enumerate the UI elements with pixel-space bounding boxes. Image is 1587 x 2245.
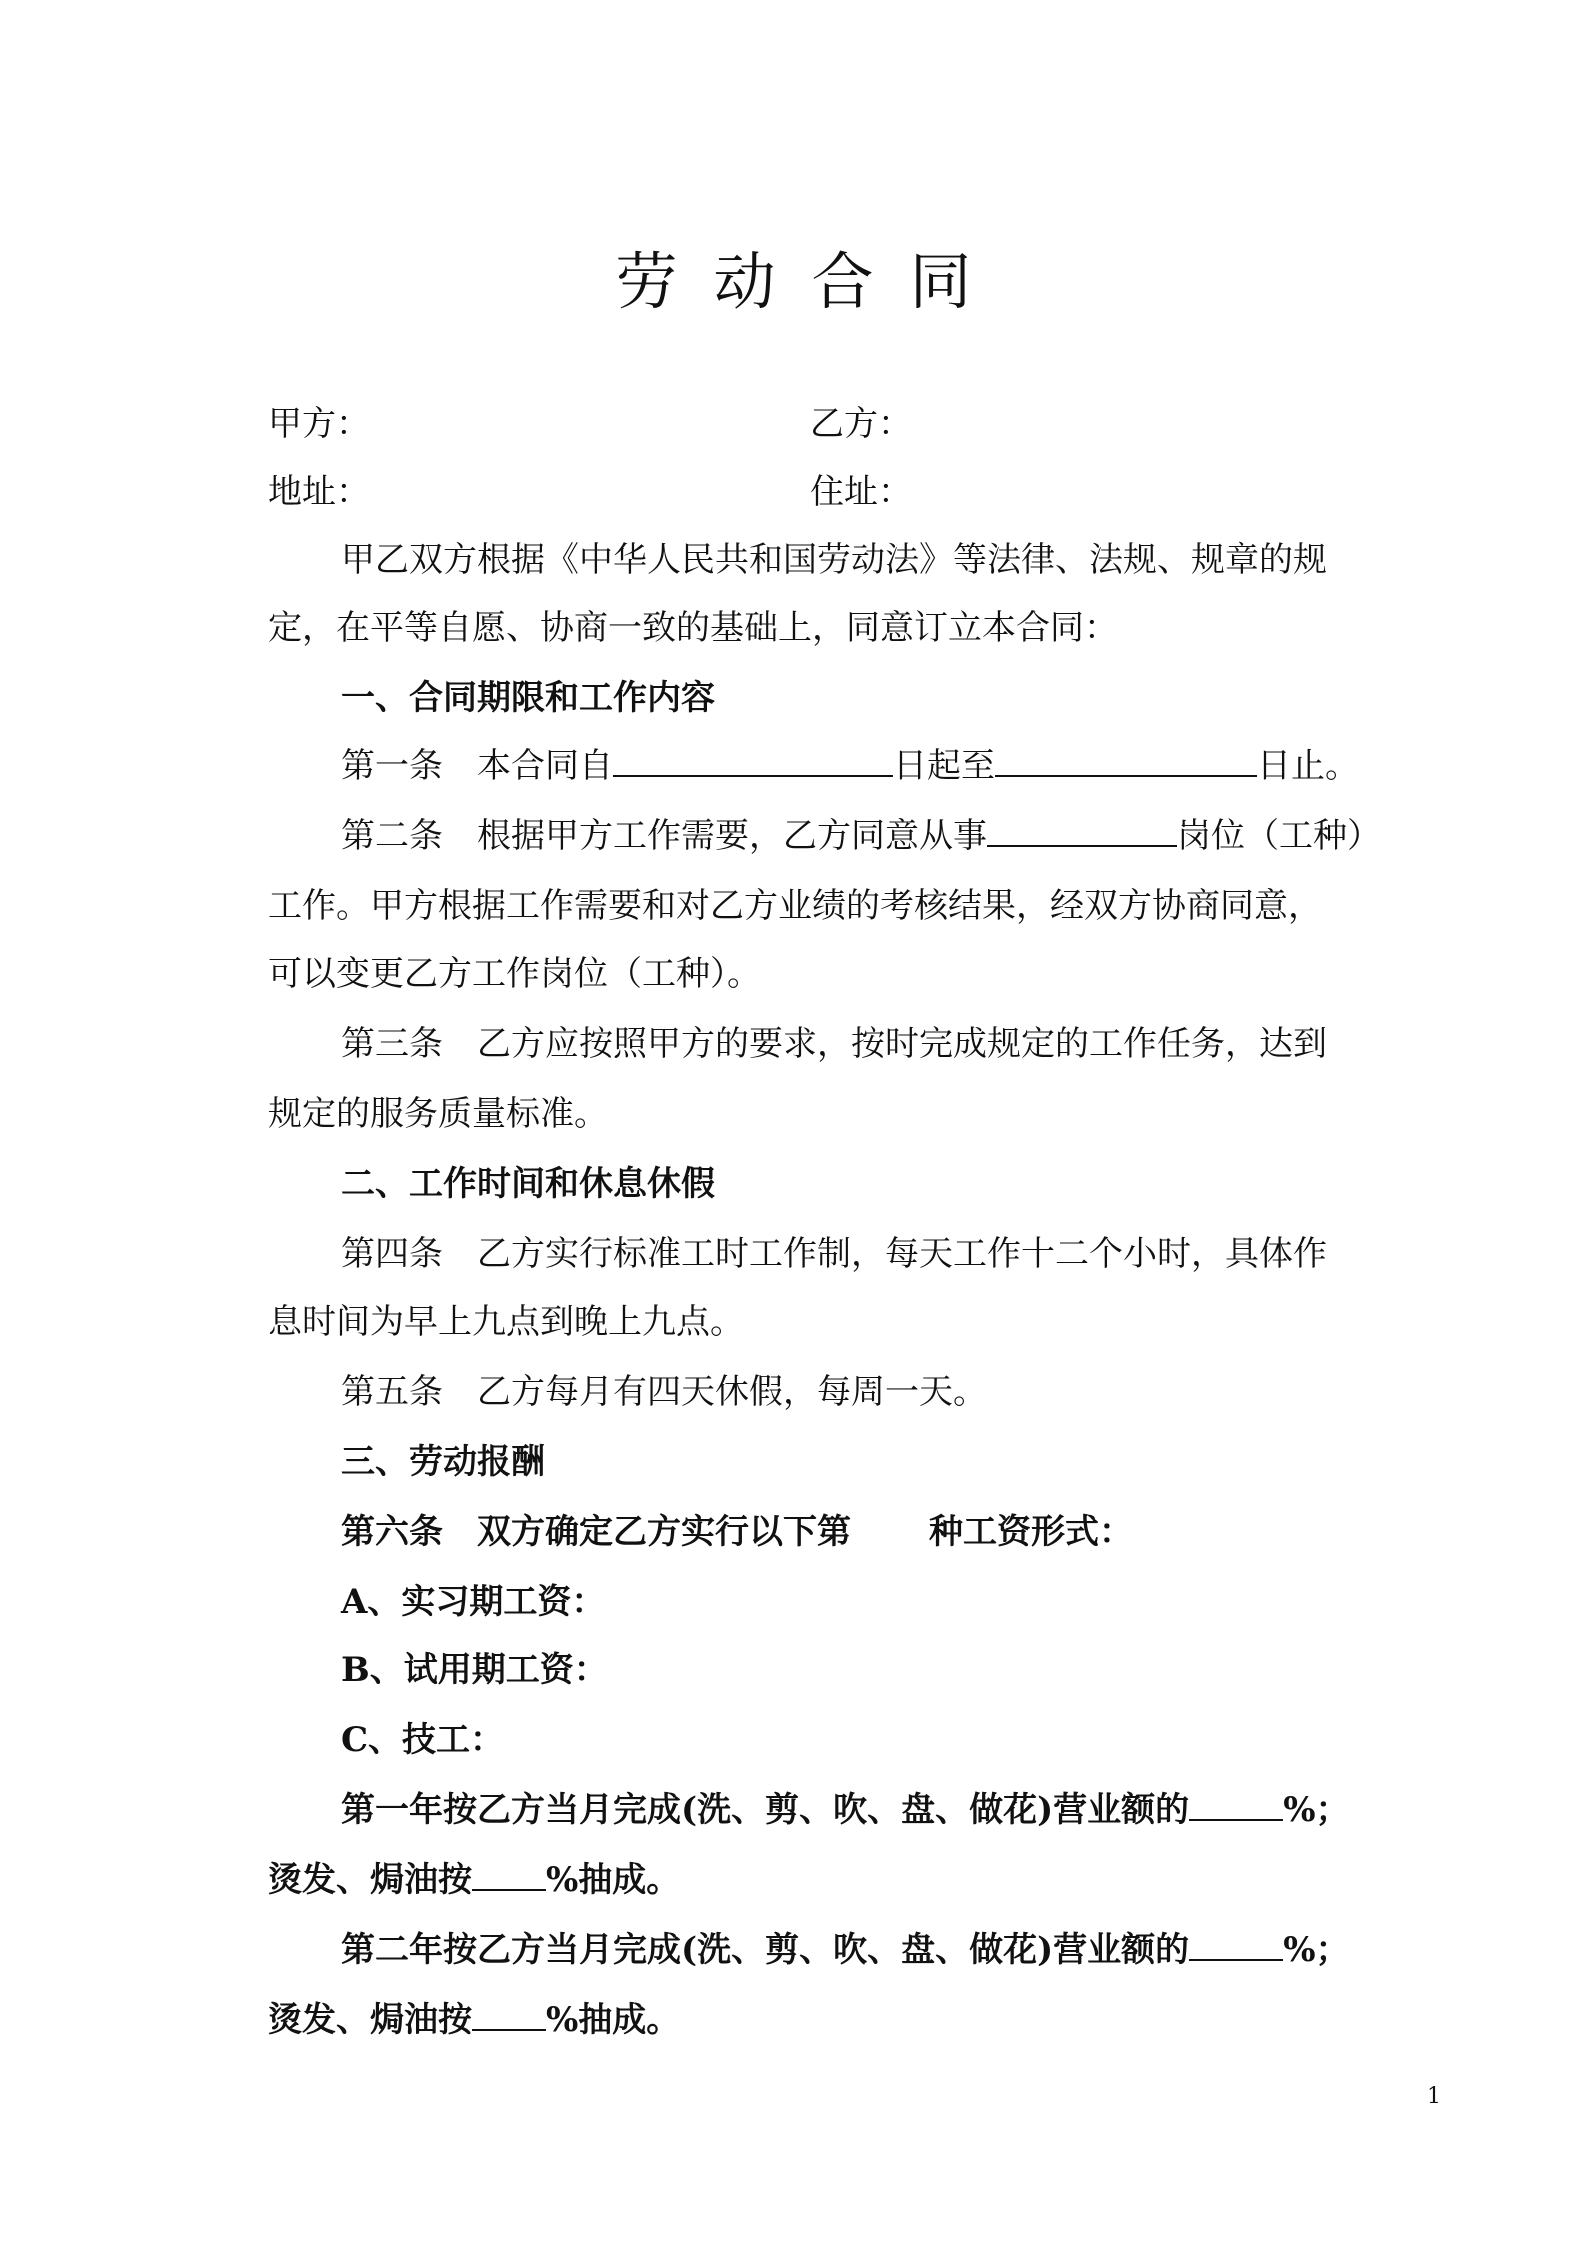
- year-2-perm-end: %抽成。: [546, 2000, 681, 2040]
- wage-item-a: A、实习期工资：: [341, 1582, 606, 1622]
- year-2-line-2: [268, 1998, 680, 2042]
- year-2-perm-text: 烫发、焗油按: [268, 2000, 472, 2040]
- article-2-line-2: 工作。甲方根据工作需要和对乙方业绩的考核结果，经双方协商同意，: [268, 886, 1322, 926]
- article-1-mid: 日起至: [893, 746, 995, 786]
- article-1: [341, 744, 1359, 788]
- year-1-line-1: [341, 1788, 1350, 1832]
- article-2-line-3: 可以变更乙方工作岗位（工种）。: [268, 954, 761, 994]
- article-2-start: 第二条 根据甲方工作需要，乙方同意从事: [341, 816, 987, 856]
- article-3-line-1: 第三条 乙方应按照甲方的要求，按时完成规定的工作任务，达到: [341, 1024, 1327, 1064]
- year-2-perm-blank: [472, 1999, 546, 2031]
- article-6-end: 种工资形式：: [929, 1512, 1133, 1552]
- section-1-heading: 一、合同期限和工作内容: [341, 678, 715, 718]
- article-5: 第五条 乙方每月有四天休假，每周一天。: [341, 1372, 987, 1412]
- party-b-label: 乙方：: [810, 404, 912, 444]
- preamble-line-2: 定，在平等自愿、协商一致的基础上，同意订立本合同：: [268, 608, 1118, 648]
- position-blank: [987, 815, 1177, 847]
- article-3-line-2: 规定的服务质量标准。: [268, 1094, 608, 1134]
- article-2-line-1: [341, 814, 1381, 858]
- year-1-perm-text: 烫发、焗油按: [268, 1860, 472, 1900]
- article-6-start: 第六条 双方确定乙方实行以下第: [341, 1512, 851, 1552]
- year-2-percent: %；: [1283, 1930, 1350, 1970]
- year-1-percent: %；: [1283, 1790, 1350, 1830]
- year-1-perm-blank: [472, 1859, 546, 1891]
- article-4-line-1: 第四条 乙方实行标准工时工作制，每天工作十二个小时，具体作: [341, 1234, 1327, 1274]
- wage-item-b: B、试用期工资：: [341, 1650, 608, 1690]
- article-2-position-label: 岗位（工种）: [1177, 816, 1381, 856]
- address-label: 地址：: [268, 472, 370, 512]
- preamble-line-1: 甲乙双方根据《中华人民共和国劳动法》等法律、法规、规章的规: [341, 540, 1327, 580]
- article-1-start: 第一条 本合同自: [341, 746, 613, 786]
- section-3-heading: 三、劳动报酬: [341, 1442, 545, 1482]
- year-2-percent-blank: [1189, 1929, 1283, 1961]
- start-date-blank: [613, 745, 893, 777]
- residence-label: 住址：: [810, 472, 912, 512]
- year-2-text: 第二年按乙方当月完成(洗、剪、吹、盘、做花)营业额的: [341, 1930, 1190, 1970]
- wage-item-c: C、技工：: [341, 1720, 505, 1760]
- year-1-percent-blank: [1189, 1789, 1283, 1821]
- article-1-end: 日止。: [1257, 746, 1359, 786]
- document-title: 劳动合同: [615, 245, 1008, 318]
- year-1-line-2: [268, 1858, 680, 1902]
- article-4-line-2: 息时间为早上九点到晚上九点。: [268, 1302, 744, 1342]
- end-date-blank: [995, 745, 1257, 777]
- article-6: [341, 1510, 1133, 1554]
- year-1-perm-end: %抽成。: [546, 1860, 681, 1900]
- year-2-line-1: [341, 1928, 1350, 1972]
- page-number: 1: [1427, 2084, 1441, 2109]
- section-2-heading: 二、工作时间和休息休假: [341, 1164, 715, 1204]
- year-1-text: 第一年按乙方当月完成(洗、剪、吹、盘、做花)营业额的: [341, 1790, 1190, 1830]
- party-a-label: 甲方：: [268, 404, 370, 444]
